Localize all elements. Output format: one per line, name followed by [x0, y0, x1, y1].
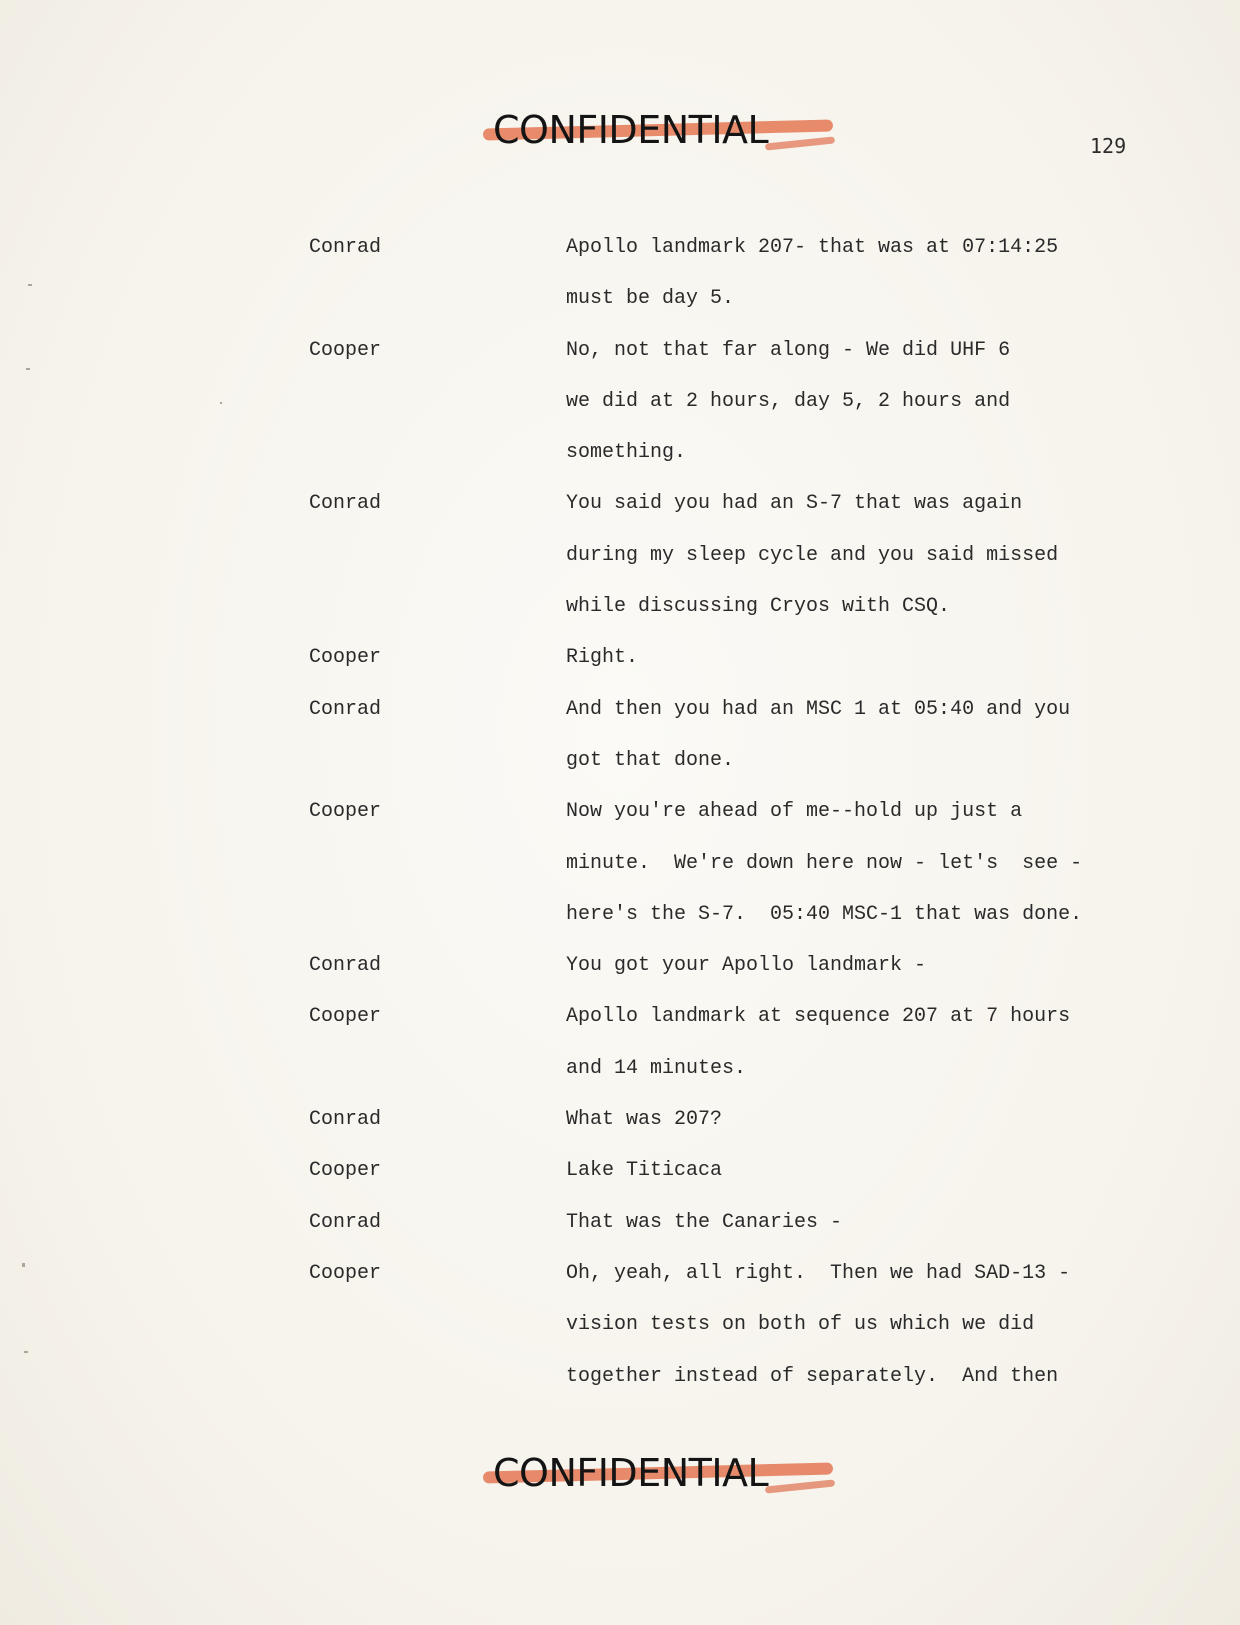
transcript-line	[0, 903, 1240, 954]
transcript-line	[0, 698, 1240, 749]
speaker-name: Cooper	[309, 1005, 382, 1029]
dialogue-text: here's the S-7. 05:40 MSC-1 that was done.	[566, 902, 1083, 926]
speaker-name: Conrad	[309, 1210, 382, 1234]
speaker-name: Cooper	[309, 338, 382, 362]
paper-speck	[22, 1263, 25, 1267]
dialogue-text: and 14 minutes.	[566, 1056, 747, 1080]
dialogue-text: vision tests on both of us which we did	[566, 1313, 1035, 1337]
transcript-line	[0, 1211, 1240, 1262]
paper-speck	[26, 368, 30, 370]
dialogue-text: Right.	[566, 646, 639, 670]
transcript-line	[0, 492, 1240, 543]
transcript-line	[0, 390, 1240, 441]
paper-speck	[28, 284, 32, 286]
transcript-line	[0, 852, 1240, 903]
transcript-line	[0, 544, 1240, 595]
transcript-line	[0, 287, 1240, 338]
dialogue-text: minute. We're down here now - let's see -	[566, 851, 1083, 875]
transcript-line	[0, 441, 1240, 492]
transcript-line	[0, 954, 1240, 1005]
dialogue-text: together instead of separately. And then	[566, 1364, 1059, 1388]
dialogue-text: You said you had an S-7 that was again	[566, 492, 1023, 516]
confidential-stamp-text: CONFIDENTIAL	[493, 1451, 769, 1495]
dialogue-text: You got your Apollo landmark -	[566, 954, 927, 978]
dialogue-text: No, not that far along - We did UHF 6	[566, 338, 1011, 362]
paper-speck	[220, 402, 222, 404]
dialogue-text: Oh, yeah, all right. Then we had SAD-13 -	[566, 1261, 1071, 1285]
page-number: 129	[1090, 134, 1127, 158]
speaker-name: Conrad	[309, 697, 382, 721]
dialogue-text: got that done.	[566, 748, 735, 772]
dialogue-text: Apollo landmark 207- that was at 07:14:25	[566, 236, 1059, 259]
paper-speck	[24, 1351, 28, 1353]
speaker-name: Cooper	[309, 646, 382, 670]
speaker-name: Conrad	[309, 492, 382, 516]
confidential-stamp-bottom	[475, 1443, 855, 1503]
transcript-line	[0, 800, 1240, 851]
dialogue-text: Now you're ahead of me--hold up just a	[566, 800, 1023, 824]
transcript-line	[0, 1313, 1240, 1364]
transcript-line	[0, 236, 1240, 287]
speaker-name: Conrad	[309, 1108, 382, 1132]
dialogue-text: Apollo landmark at sequence 207 at 7 hours	[566, 1005, 1071, 1029]
dialogue-text: something.	[566, 441, 687, 465]
transcript-line	[0, 646, 1240, 697]
confidential-stamp-top	[475, 100, 855, 160]
speaker-name: Cooper	[309, 800, 382, 824]
transcript-line	[0, 1108, 1240, 1159]
transcript-line	[0, 1262, 1240, 1313]
speaker-name: Conrad	[309, 954, 382, 978]
dialogue-text: while discussing Cryos with CSQ.	[566, 595, 951, 619]
transcript-line	[0, 339, 1240, 390]
dialogue-text: we did at 2 hours, day 5, 2 hours and	[566, 389, 1011, 413]
dialogue-text: must be day 5.	[566, 287, 735, 311]
transcript-line	[0, 1057, 1240, 1108]
dialogue-text: during my sleep cycle and you said missed	[566, 543, 1059, 567]
speaker-name: Conrad	[309, 236, 382, 259]
transcript-line	[0, 1159, 1240, 1210]
speaker-name: Cooper	[309, 1159, 382, 1183]
speaker-name: Cooper	[309, 1261, 382, 1285]
dialogue-text: And then you had an MSC 1 at 05:40 and you	[566, 697, 1071, 721]
dialogue-text: What was 207?	[566, 1108, 723, 1132]
confidential-stamp-text: CONFIDENTIAL	[493, 108, 769, 152]
red-ink-smear	[765, 1479, 835, 1493]
transcript-line	[0, 749, 1240, 800]
dialogue-text: Lake Titicaca	[566, 1159, 723, 1183]
dialogue-text: That was the Canaries -	[566, 1210, 843, 1234]
transcript-line	[0, 1365, 1240, 1416]
red-ink-smear	[765, 136, 835, 150]
transcript-line	[0, 1005, 1240, 1056]
transcript-line	[0, 595, 1240, 646]
transcript	[0, 236, 1240, 1416]
